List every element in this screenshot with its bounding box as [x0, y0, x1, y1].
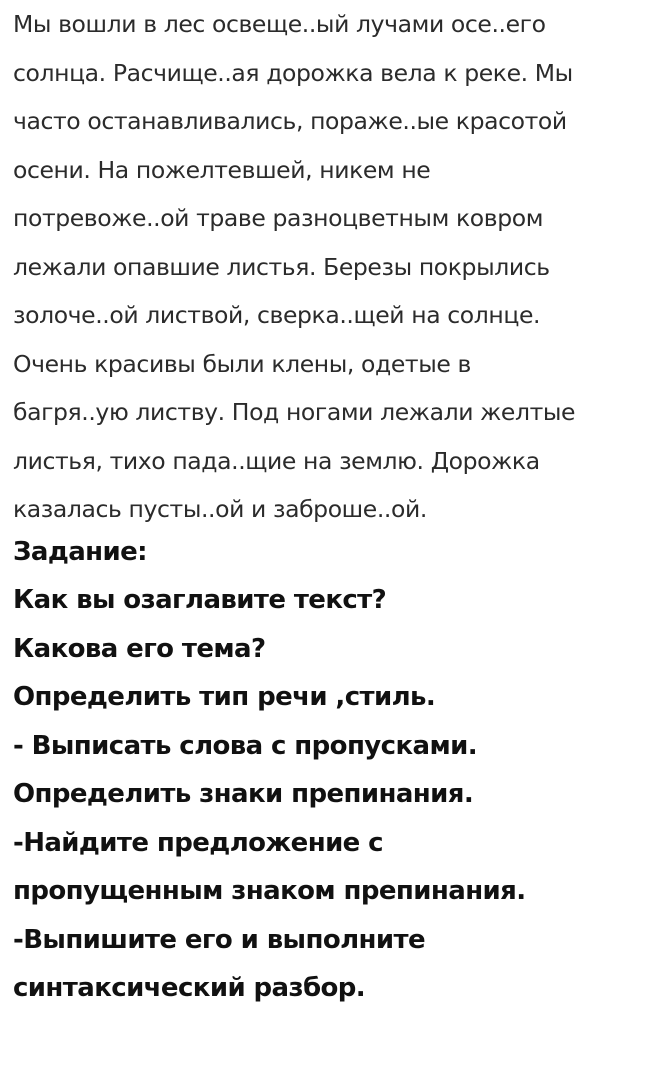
passage-line: Мы вошли в лес освеще..ый лучами осе..его [13, 10, 546, 38]
passage-line: багря..ую листву. Под ногами лежали желтые [13, 398, 576, 426]
task-section [13, 528, 661, 1013]
document [13, 0, 661, 1013]
passage-line: часто останавливались, пораже..ые красотой [13, 107, 567, 135]
task-line: Как вы озаглавите текст? [13, 585, 387, 615]
passage-line: осени. На пожелтевшей, никем не [13, 155, 431, 184]
task-heading: Задание: [13, 536, 147, 567]
passage-line: потревоже..ой траве разноцветным ковром [13, 204, 544, 232]
passage-line: казалась пусты..ой и заброше..ой. [13, 495, 427, 523]
task-line: Определить тип речи ,стиль. [13, 682, 436, 712]
task-line: Определить знаки препинания. [13, 779, 474, 809]
passage-line: Очень красивы были клены, одетые в [13, 349, 471, 378]
passage-line: лежали опавшие листья. Березы покрылись [13, 252, 550, 281]
task-line: Какова его тема? [13, 633, 266, 664]
passage-line: солнца. Расчище..ая дорожка вела к реке. Мы [13, 58, 573, 87]
task-line: - Выписать слова с пропусками. [13, 730, 478, 761]
dictation-passage [13, 0, 661, 534]
task-line: -Выпишите его и выполните [13, 924, 426, 955]
task-line: -Найдите предложение с [13, 827, 383, 858]
passage-line: золоче..ой листвой, сверка..щей на солнце. [13, 301, 541, 329]
passage-line: листья, тихо пада..щие на землю. Дорожка [13, 446, 540, 475]
task-line: пропущенным знаком препинания. [13, 876, 526, 906]
task-line: синтаксический разбор. [13, 973, 366, 1003]
